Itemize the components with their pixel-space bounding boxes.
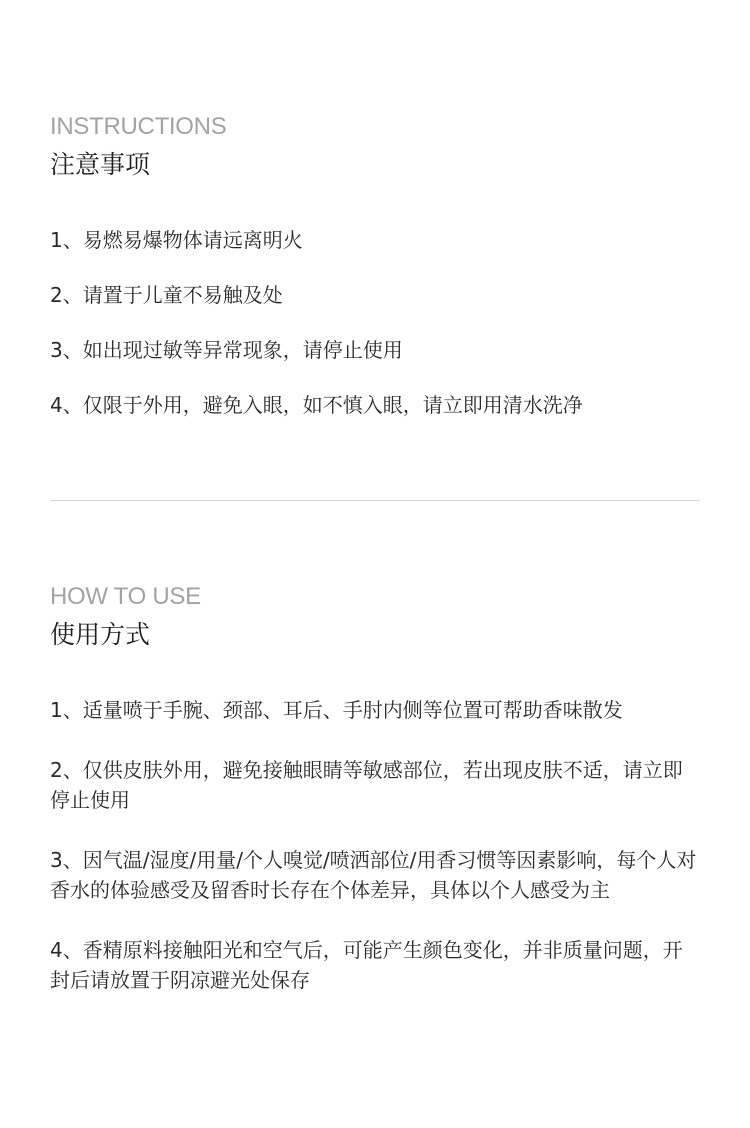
instruction-item: 4、仅限于外用，避免入眼，如不慎入眼，请立即用清水洗净 [50, 393, 583, 417]
instructions-list [50, 225, 702, 420]
how-to-use-cn-title: 使用方式 [50, 620, 151, 649]
usage-item: 3、因气温/湿度/用量/个人嗅觉/喷洒部位/用香习惯等因素影响，每个人对香水的体验感受及留香时长存在个体差异，具体以个人感受为主 [50, 848, 697, 902]
instruction-item: 1、易燃易爆物体请远离明火 [50, 228, 303, 252]
how-to-use-en-title: HOW TO USE [50, 583, 201, 610]
instruction-item: 3、如出现过敏等异常现象，请停止使用 [50, 338, 403, 362]
how-to-use-list [50, 695, 702, 995]
instruction-item: 2、请置于儿童不易触及处 [50, 283, 283, 307]
section-divider [50, 500, 700, 501]
instructions-section [50, 113, 702, 445]
usage-item: 2、仅供皮肤外用，避免接触眼睛等敏感部位，若出现皮肤不适，请立即停止使用 [50, 758, 683, 812]
instructions-cn-title: 注意事项 [50, 150, 151, 179]
instructions-en-title: INSTRUCTIONS [50, 113, 227, 140]
usage-item: 1、适量喷于手腕、颈部、耳后、手肘内侧等位置可帮助香味散发 [50, 698, 623, 722]
how-to-use-section [50, 583, 702, 1025]
usage-item: 4、香精原料接触阳光和空气后，可能产生颜色变化，并非质量问题，开封后请放置于阴凉避光处保存 [50, 938, 683, 992]
